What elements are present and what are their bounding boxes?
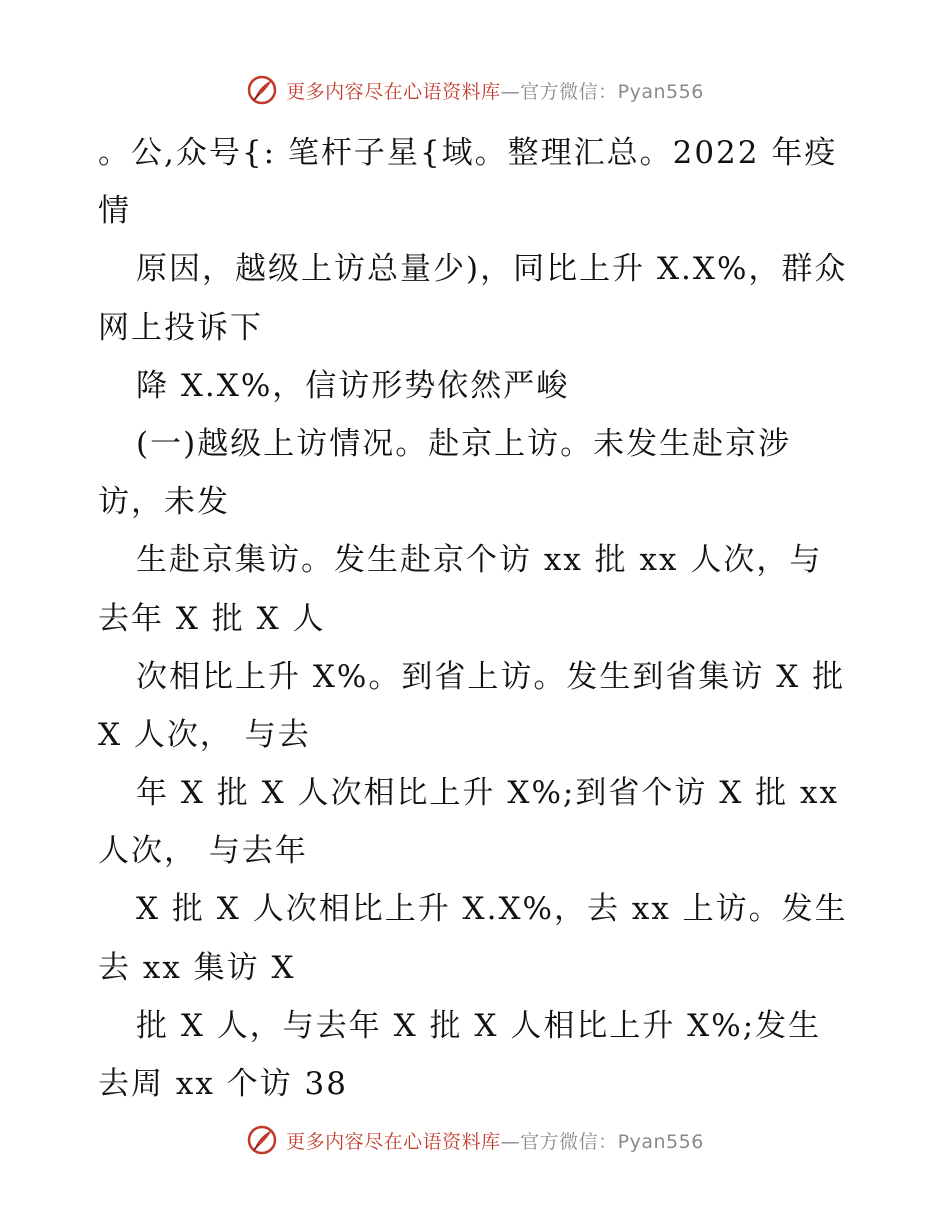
- body-line-6: (一)越级上访情况。赴京上访。未发生赴京涉: [136, 425, 792, 462]
- banner-text: [286, 1127, 704, 1154]
- header-banner: [0, 70, 950, 110]
- body-line-16: 批 X 人，与去年 X 批 X 人相比上升 X%;发生: [136, 1007, 822, 1044]
- body-line-9: 去年 X 批 X 人: [98, 600, 326, 637]
- body-line-11: X 人次， 与去: [98, 716, 311, 753]
- body-line-1: 。公,众号{: 笔杆子星{域。整理汇总。2022 年疫: [98, 135, 838, 171]
- body-line-14: X 批 X 人次相比上升 X.X%，去 xx 上访。发生: [136, 891, 848, 928]
- body-line-15: 去 xx 集访 X: [98, 949, 296, 986]
- body-line-4: 网上投诉下: [98, 309, 263, 346]
- feather-quill-icon: [246, 1124, 278, 1156]
- banner-text: [286, 77, 704, 104]
- banner-text-wechat: —官方微信：Pyan556: [500, 80, 704, 103]
- body-line-13: 人次， 与去年: [98, 833, 308, 870]
- body-line-17: 去周 xx 个访 38: [98, 1066, 348, 1102]
- footer-banner: [0, 1120, 950, 1160]
- body-line-7: 访，未发: [98, 484, 230, 521]
- banner-text-main: 更多内容尽在心语资料库: [286, 80, 501, 103]
- body-line-2: 情: [98, 193, 131, 230]
- feather-quill-icon: [246, 74, 278, 106]
- header-banner-inner: [246, 74, 704, 106]
- body-line-8: 生赴京集访。发生赴京个访 xx 批 xx 人次，与: [136, 542, 823, 579]
- banner-text-main: 更多内容尽在心语资料库: [286, 1130, 501, 1153]
- body-line-12: 年 X 批 X 人次相比上升 X%;到省个访 X 批 xx: [136, 775, 839, 812]
- body-line-10: 次相比上升 X%。到省上访。发生到省集访 X 批: [136, 658, 846, 695]
- body-line-3: 原因，越级上访总量少)，同比上升 X.X%，群众: [136, 251, 848, 288]
- body-line-5: 降 X.X%，信访形势依然严峻: [136, 367, 570, 404]
- document-body: [98, 124, 858, 1113]
- footer-banner-inner: [246, 1124, 704, 1156]
- banner-text-wechat: —官方微信：Pyan556: [500, 1130, 704, 1153]
